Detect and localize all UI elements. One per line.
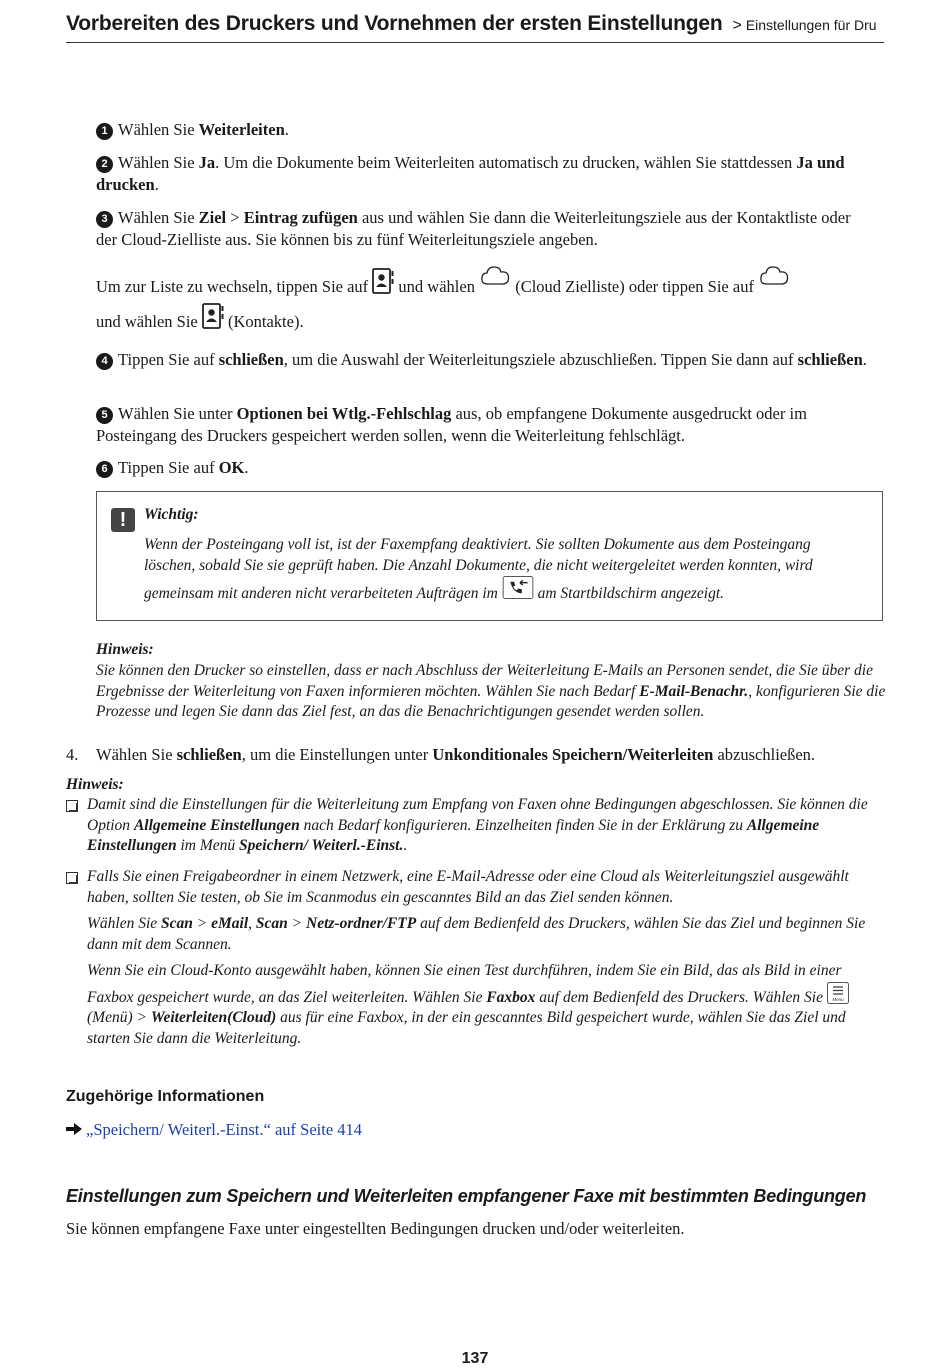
step-2-text: Wählen Sie	[118, 153, 199, 172]
cloud-icon-2	[758, 264, 790, 288]
b1-g: .	[403, 837, 408, 854]
b1-e: im Menü	[176, 837, 240, 854]
hint-2-bullet-1	[87, 795, 887, 857]
item-4-a: Wählen Sie	[96, 745, 177, 764]
b2p2-bold-netz: Netz-ordner/FTP	[306, 915, 417, 932]
b2p3-bold-weiterleiten: Weiterleiten(Cloud)	[150, 1009, 277, 1026]
job-status-icon	[502, 576, 534, 599]
header-subtitle: Einstellungen für Dru	[745, 17, 877, 33]
hint-1-text-a: Sie können den Drucker so einstellen, dass er nach Abschluss der Weiterleitung E-Mails an Personen sendet, die Sie über die Ergebnisse der Weiterleitung von Faxen informieren möchten. Wählen Sie nach Bedarf	[96, 662, 873, 700]
b2p2-bold-scan-2: Scan	[255, 915, 288, 932]
b2p2-bold-scan: Scan	[161, 915, 193, 932]
arrow-right-icon	[66, 1123, 82, 1135]
step-5-text-2: aus, ob empfangene Dokumente ausgedruckt oder im Posteingang des Druckers gespeichert werden sollen, wenn die Weiterleitung fehlschlägt.	[96, 404, 807, 445]
related-link[interactable]: „Speichern/ Weiterl.-Einst.“ auf Seite 414	[86, 1120, 363, 1139]
b2p3-c: auf dem Bedienfeld des Druckers. Wählen Sie	[535, 988, 823, 1006]
section-title: Einstellungen zum Speichern und Weiterleiten empfangener Faxe mit bestimmten Bedingungen	[66, 1186, 867, 1206]
step-5	[96, 403, 876, 446]
item-4-c: , um die Einstellungen unter	[241, 745, 433, 764]
step-4	[96, 349, 876, 371]
warning-icon	[111, 508, 135, 532]
b1-bold-1: Allgemeine Einstellungen	[133, 816, 300, 834]
step-6-text: Tippen Sie auf	[118, 458, 219, 477]
b2p2-a: Wählen Sie	[87, 915, 162, 932]
step-2-number: 2	[96, 156, 113, 173]
step-2-text-2: . Um die Dokumente beim Weiterleiten automatisch zu drucken, wählen Sie stattdessen	[215, 153, 797, 172]
step-2-bold-ja-drucken: Ja und drucken	[96, 153, 845, 194]
step-3-text: Wählen Sie	[118, 208, 199, 227]
step-4-bold-1: schließen	[218, 350, 284, 369]
checkbox-bullet-2	[66, 872, 78, 884]
menu-icon	[827, 982, 849, 1004]
step-4-text-2: , um die Auswahl der Weiterleitungsziele abzuschließen. Tippen Sie dann auf	[283, 350, 798, 369]
b2p2-gt-2: >	[287, 915, 307, 932]
step-1-bold: Weiterleiten	[198, 120, 285, 139]
step-3	[96, 207, 871, 250]
related-link-row	[66, 1119, 362, 1141]
step-1-text: Wählen Sie	[118, 120, 199, 139]
item-4-bold-1: schließen	[176, 745, 242, 764]
page-header	[66, 12, 884, 43]
step-6-end: .	[244, 458, 249, 477]
header-title: Vorbereiten des Druckers und Vornehmen der ersten Einstellungen	[66, 12, 723, 35]
hint-1-text	[96, 661, 886, 723]
b1-bold-2: Allgemeine Einstellungen	[87, 816, 820, 854]
important-box	[96, 491, 883, 621]
important-text-1: Wenn der Posteingang voll ist, ist der Faxempfang deaktiviert. Sie sollten Dokumente aus dem Posteingang löschen, sobald Sie sie geprüft haben. Die Anzahl Dokumente, die nicht weitergeleitet werden konnten, wird gemeinsam mit anderen nicht verarbeiteten Aufträgen im	[144, 536, 813, 602]
hint-2-bullet-2-p2	[87, 914, 887, 955]
step-2-bold-ja: Ja	[198, 153, 216, 172]
hint-1-text-c: , konfigurieren Sie die Prozesse und legen Sie dann das Ziel fest, an das die Benachrichtigungen gesendet werden sollen.	[96, 682, 886, 720]
related-info-title: Zugehörige Informationen	[66, 1088, 265, 1105]
b2p2-comma: ,	[248, 915, 256, 932]
b2p3-f: aus für eine Faxbox, in der ein gescanntes Bild gespeichert wurde, wählen Sie das Ziel und starten Sie dann die Weiterleitung.	[87, 1009, 846, 1047]
b1-a: Damit sind die Einstellungen für die Weiterleitung zum Empfang von Faxen ohne Bedingungen abgeschlossen. Sie können die Option	[87, 796, 868, 834]
contacts-icon-2	[202, 303, 224, 329]
step-5-text: Wählen Sie unter	[118, 404, 237, 423]
switch-text-3: (Cloud Zielliste) oder tippen Sie auf	[515, 277, 754, 296]
important-text	[144, 535, 864, 605]
step-3-bold-eintrag: Eintrag zufügen	[243, 208, 358, 227]
b2p3-a: Wenn Sie ein Cloud-Konto ausgewählt haben, können Sie einen Test durchführen, indem Sie ein Bild, das als Bild in einer Faxbox gespeichert wurde, an das Ziel weiterleiten. Wählen Sie	[87, 962, 842, 1006]
item-4-number: 4.	[66, 745, 79, 764]
step-1-end: .	[284, 120, 289, 139]
item-4-text	[96, 744, 886, 766]
step-3-bold-ziel: Ziel	[198, 208, 227, 227]
b2p2-gt: >	[192, 915, 212, 932]
hint-2-bullet-2-p1: Falls Sie einen Freigabeordner in einem Netzwerk, eine E-Mail-Adresse oder eine Cloud als Weiterleitungsziel ausgewählt haben, sollten Sie testen, ob Sie im Scanmodus ein gescanntes Bild an das Ziel senden können.	[87, 868, 849, 906]
step-2-end: .	[154, 174, 159, 194]
header-separator: >	[732, 17, 742, 34]
menu-icon-label: Menu	[832, 996, 844, 1002]
step-4-end: .	[862, 350, 867, 369]
switch-text-5: (Kontakte).	[227, 312, 304, 331]
item-4-e: abzuschließen.	[713, 745, 816, 764]
b2p3-bold-faxbox: Faxbox	[486, 988, 536, 1006]
step-6-number: 6	[96, 461, 113, 478]
step-1-number: 1	[96, 123, 113, 140]
b2p3-d: (Menü) >	[87, 1009, 151, 1026]
step-5-number: 5	[96, 407, 113, 424]
step-6	[96, 457, 876, 479]
hint-1-bold: E-Mail-Benachr.	[639, 682, 749, 700]
important-text-2: am Startbildschirm angezeigt.	[537, 585, 725, 602]
step-3-contacts-line	[96, 303, 304, 333]
step-3-text-2: aus und wählen Sie dann die Weiterleitungsziele aus der Kontaktliste oder der Cloud-Zielliste aus. Sie können bis zu fünf Weiterleitungsziele angeben.	[96, 208, 851, 249]
cloud-icon	[479, 264, 511, 288]
switch-text-1: Um zur Liste zu wechseln, tippen Sie auf	[96, 277, 369, 296]
step-5-bold: Optionen bei Wtlg.-Fehlschlag	[236, 404, 452, 423]
b1-bold-3: Speichern/ Weiterl.-Einst.	[239, 837, 404, 854]
item-4-bold-2: Unkonditionales Speichern/Weiterleiten	[432, 745, 714, 764]
step-1	[96, 119, 886, 141]
switch-text-4: und wählen Sie	[96, 312, 198, 331]
step-6-bold-ok: OK	[218, 458, 245, 477]
step-3-gt: >	[226, 208, 244, 227]
important-title: Wichtig:	[144, 506, 199, 523]
contacts-icon	[372, 268, 394, 294]
hint-2-bullet-2-p3	[87, 961, 887, 1049]
b2p2-bold-email: eMail	[211, 915, 249, 932]
step-4-bold-2: schließen	[797, 350, 863, 369]
step-4-number: 4	[96, 353, 113, 370]
step-4-text: Tippen Sie auf	[118, 350, 219, 369]
b1-c: nach Bedarf konfigurieren. Einzelheiten finden Sie in der Erklärung zu	[299, 816, 747, 834]
checkbox-bullet-1	[66, 800, 78, 812]
switch-text-2: und wählen	[398, 277, 475, 296]
page-number: 137	[461, 1350, 489, 1367]
hint-2-title: Hinweis:	[66, 776, 124, 793]
step-3-number: 3	[96, 211, 113, 228]
section-text: Sie können empfangene Faxe unter eingestellten Bedingungen drucken und/oder weiterleiten.	[66, 1219, 685, 1238]
step-3-switch-line	[96, 264, 886, 298]
b2p2-i: auf dem Bedienfeld des Druckers, wählen Sie das Ziel und beginnen Sie dann mit dem Scannen.	[87, 915, 866, 953]
step-2	[96, 152, 866, 195]
hint-1-title: Hinweis:	[96, 641, 154, 658]
